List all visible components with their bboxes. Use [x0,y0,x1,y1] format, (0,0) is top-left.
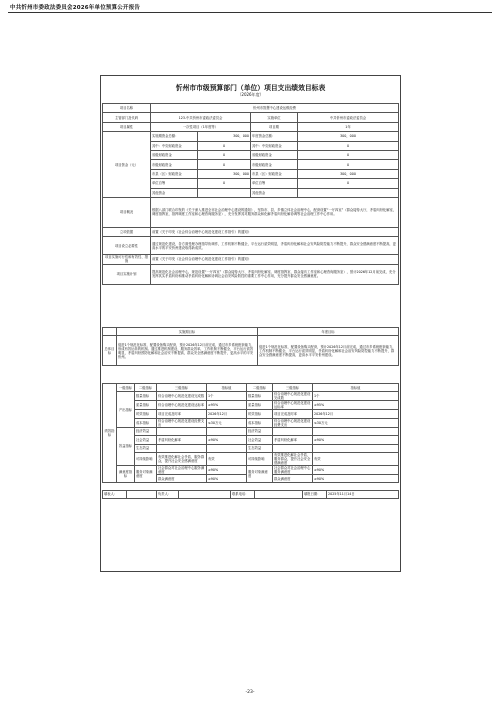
column-header: 一级指标 [117,384,135,392]
fund-label-left: 省级财政资金 [151,150,198,159]
project-name: 忻州市智慧中心建设运维经费 [151,104,399,113]
table-row [103,491,399,499]
table-row [103,328,399,336]
table-row [103,392,399,401]
goals-side-label: 总体目标 [103,336,117,366]
fund-label-left: 实施期资金总额： [151,132,198,141]
table-row [103,418,399,427]
level2-cell: 生态效益 [135,444,157,452]
year-level2-cell: 可持续影响 [247,452,273,465]
level3-cell: 综合治理中心规范化建设达标率 [157,401,207,410]
feasibility-text: 前置《关于印发《社会综合治理中心规范化建设工作指引》的通知》 [151,255,399,264]
necessity-label: 项目设立必要性 [103,237,151,255]
value-cell: ≥90% [207,436,247,444]
level3-cell: 有效推进化解社会矛盾，服务群众，提升社会安全感满意度 [157,452,207,465]
fund-label-right: 省级财政资金 [251,150,298,159]
fund-label-left: 其中：中央财政资金 [151,141,198,150]
goals-table [102,327,399,366]
fund-value-right: 0 [298,179,399,188]
year-level2-cell: 经济效益 [247,427,273,435]
table-row [103,465,399,474]
level3-cell: 社会群众对社会治理中心服务满意度 [157,465,207,474]
fund-value-right: 0 [298,150,399,159]
indicator-side-label: 绩效指标 [103,384,117,483]
running-header: 中共忻州市委政法委员会2026年单位预算公开报告 [10,5,141,11]
level3-cell: 矛盾纠纷化解率 [157,436,207,444]
impl-plan-label: 项目实施计划 [103,264,151,284]
overview-label: 项目概况 [103,197,151,227]
value-cell: 有效 [207,452,247,465]
table-row [103,255,399,264]
fund-label-left: 市县（区）财政资金 [151,169,198,178]
table-row [103,401,399,410]
goals-right-text: 促进1个规范化标准，配置设备购买配套，预计2026年12月前完成，通过市乡系统配套能力，工作机制不断健全，平台运行质效明显，矛盾纠纷化解和社会治安风险防控能力不断提升，群众安全感满意度不断提高，更高水平平安忻州建设。 [258,336,399,366]
dept-value: 123-中共忻州市委政法委员会 [151,113,251,122]
value-cell: ≥90% [207,465,247,474]
project-name-label: 项目名称 [103,104,151,113]
level2-cell: 经济效益 [135,427,157,435]
year-value-cell: 有效 [313,452,399,465]
table-row [103,122,399,131]
year-level2-cell: 质量指标 [247,401,273,410]
level3-cell: 综合治理中心规范化建设经费支出 [157,418,207,427]
goals-left-text: 促进1个规范化标准，配置设备购买配套，预计2026年12月前完成，通过市乡系统配套能力，形成有效运转的机制。通过推进机制建设，服务群众效率，工作机制不断健全，平台运行质效明显，矛盾纠纷预防化解和社会治安不断提高，群众安全感满意度不断提升，更高水平的平安忻州。 [117,336,258,366]
table-row [103,427,399,435]
year-level3-cell: 综合治理中心规范化建设经费支出 [273,418,313,427]
year-value-cell: ≤30万元 [313,418,399,427]
level2-cell: 社会效益 [135,436,157,444]
value-cell: ≥90% [207,474,247,482]
goals-corner [103,328,117,336]
year-level2-cell: 成本指标 [247,418,273,427]
header-rule [8,12,492,13]
year-level3-cell: 群众满意度 [273,474,313,482]
goals-head-left: 实施期目标 [117,328,258,336]
value-cell: 2026年12月 [207,410,247,418]
head-value [179,491,231,499]
filler-value [127,491,157,499]
level3-cell: 综合治理中心规范化建设完成数 [157,392,207,401]
value-cell: ≥95% [207,401,247,410]
level3-cell: 项目完成及时率 [157,410,207,418]
fund-value-right: 0 [298,160,399,169]
fund-value-left: 0 [198,141,251,150]
value-cell: ≤30万元 [207,418,247,427]
funds-label: 项目资金（元） [103,132,151,198]
column-header: 三级指标 [157,384,207,392]
year-level2-cell: 时效指标 [247,410,273,418]
year-value-cell: ≥90% [313,436,399,444]
value-cell: 1个 [207,392,247,401]
table-row [103,132,399,141]
fund-value-left: 0 [198,150,251,159]
fund-label-right: 年度资金总额： [251,132,298,141]
phone-value [255,491,303,499]
table-row [103,104,399,113]
overview-text: 根据八部门联合印发的《关于深入推进全市社会治理中心建设的通知》，坚持市、县、乡镇立体社会治理中心，配套设置“一厅四室”（群众接待大厅，矛盾纠纷化解室，调度指挥室，指挥调度工作室和心理咨询服务室），充分发挥其对服务群众和化解矛盾纠纷化解协调等社会治理工作中心作用。 [151,197,399,227]
year-level2-cell: 服务对象满意度 [247,465,273,482]
indicator-table [102,383,399,483]
filler-label: 填表人： [103,491,127,499]
fund-value-left: 300，000 [198,169,251,178]
year-value-cell: 1个 [313,392,399,401]
table-row [103,227,399,236]
column-header: 三级指标 [273,384,313,392]
table-row [103,336,399,366]
year-level3-cell: 有效推进化解社会矛盾，服务群众，提升社会安全感满意度 [273,452,313,465]
table-header-row [103,384,399,392]
level1-cell: 产出指标 [117,392,135,427]
column-header: 二级指标 [247,384,273,392]
table-row [103,452,399,465]
attr-label: 项目属性 [103,122,151,131]
level2-cell: 可持续影响 [135,452,157,465]
dept-label: 主管部门及代码 [103,113,151,122]
fund-label-right: 其他资金 [251,188,298,197]
year-level3-cell: 综合治理中心规范化建设完成数 [273,392,313,401]
table-row [103,237,399,255]
table-row [103,264,399,284]
impl-label: 实施单位 [251,113,298,122]
impl-plan-text: 提高规范化社会治理中心，规范设置“一厅四室”（群众接待大厅、矛盾纠纷化解室、调度指挥室、群众接访工作室和心理咨询服务室），预计2026年12月前完成，充分发挥其实矛盾纠纷和推动矛盾纠纷化解和协调社会治安风险防控的重要工作中心作用，充分提升群众安全感满意度。 [151,264,399,284]
basis-label: 立项依据 [103,227,151,236]
year-level3-cell: 综合治理中心规范化建设达标率 [273,401,313,410]
level1-cell: 效益指标 [117,427,135,465]
year-value-cell: 2026年12月 [313,410,399,418]
date-value: 2025年11月14日 [327,491,399,499]
fund-label-right: 市级财政资金 [251,160,298,169]
level2-cell: 成本指标 [135,418,157,427]
goals-head-right: 年度目标 [258,328,399,336]
project-info-table [102,103,399,285]
fund-value-left: 0 [198,160,251,169]
feasibility-label: 项目实施可行性和有效性、措施 [103,255,151,264]
year-level3-cell: 社会群众对社会治理中心服务满意度 [273,465,313,474]
year-level3-cell: 矛盾纠纷化解率 [273,436,313,444]
basis-text: 前置《关于印发《社会综合治理中心规范化建设工作指引》的通知》 [151,227,399,236]
table-row [103,444,399,452]
table-row [103,436,399,444]
head-label: 负责人： [157,491,179,499]
necessity-text: 通过规范化建设，各方面受理办理指导协调作，工作机制不断健全，平台运行质效明显，矛盾纠纷化解和社会安风险防控能力不断提升，群众安全感满意度不断提高，更高水平的平安忻州建设取得新成效。 [151,237,399,255]
year-value-cell: ≥90% [313,465,399,474]
impl-value: 中共忻州市委政法委员会 [298,113,399,122]
fund-value-left [198,188,251,197]
column-header: 指标值 [313,384,399,392]
level1-cell: 满意度指标 [117,465,135,482]
year-level2-cell: 生态效益 [247,444,273,452]
year-value-cell [313,444,399,452]
level2-cell: 时效指标 [135,410,157,418]
table-row [103,197,399,227]
period-label: 项目期 [251,122,298,131]
fund-value-right: 0 [298,141,399,150]
fund-label-right: 其中：中央财政资金 [251,141,298,150]
document-title: 忻州市市级预算部门（单位）项目支出绩效目标表 [175,84,326,92]
table-row [103,410,399,418]
level3-cell: 群众满意度 [157,474,207,482]
fund-value-right [298,188,399,197]
year-value-cell: ≥90% [313,474,399,482]
year-value-cell: ≥95% [313,401,399,410]
attr-value: 一次性项目（1年度等） [151,122,251,131]
document-subtitle: （2026年度） [237,92,264,97]
year-level2-cell: 数量指标 [247,392,273,401]
date-label: 填报日期： [303,491,327,499]
fund-value-left: 0 [198,179,251,188]
page-number: -23- [245,690,255,695]
column-header: 指标值 [207,384,247,392]
fund-value-right: 300，000 [298,169,399,178]
year-value-cell [313,427,399,435]
fund-value-right: 300，000 [298,132,399,141]
level3-cell [157,444,207,452]
column-header: 二级指标 [135,384,157,392]
level3-cell [157,427,207,435]
fund-label-right: 单位自筹 [251,179,298,188]
year-level3-cell [273,427,313,435]
fund-value-left: 300，000 [198,132,251,141]
year-level3-cell [273,444,313,452]
year-level3-cell: 项目完成及时率 [273,410,313,418]
level2-cell: 质量指标 [135,401,157,410]
year-level2-cell: 社会效益 [247,436,273,444]
footer-table [102,490,399,499]
fund-label-left: 单位自筹 [151,179,198,188]
value-cell [207,444,247,452]
table-row [103,113,399,122]
period-value: 1年 [298,122,399,131]
phone-label: 联系电话： [231,491,255,499]
level2-cell: 服务对象满意度 [135,465,157,482]
fund-label-left: 市级财政资金 [151,160,198,169]
fund-label-right: 市县（区）财政资金 [251,169,298,178]
value-cell [207,427,247,435]
level2-cell: 数量指标 [135,392,157,401]
fund-label-left: 其他资金 [151,188,198,197]
